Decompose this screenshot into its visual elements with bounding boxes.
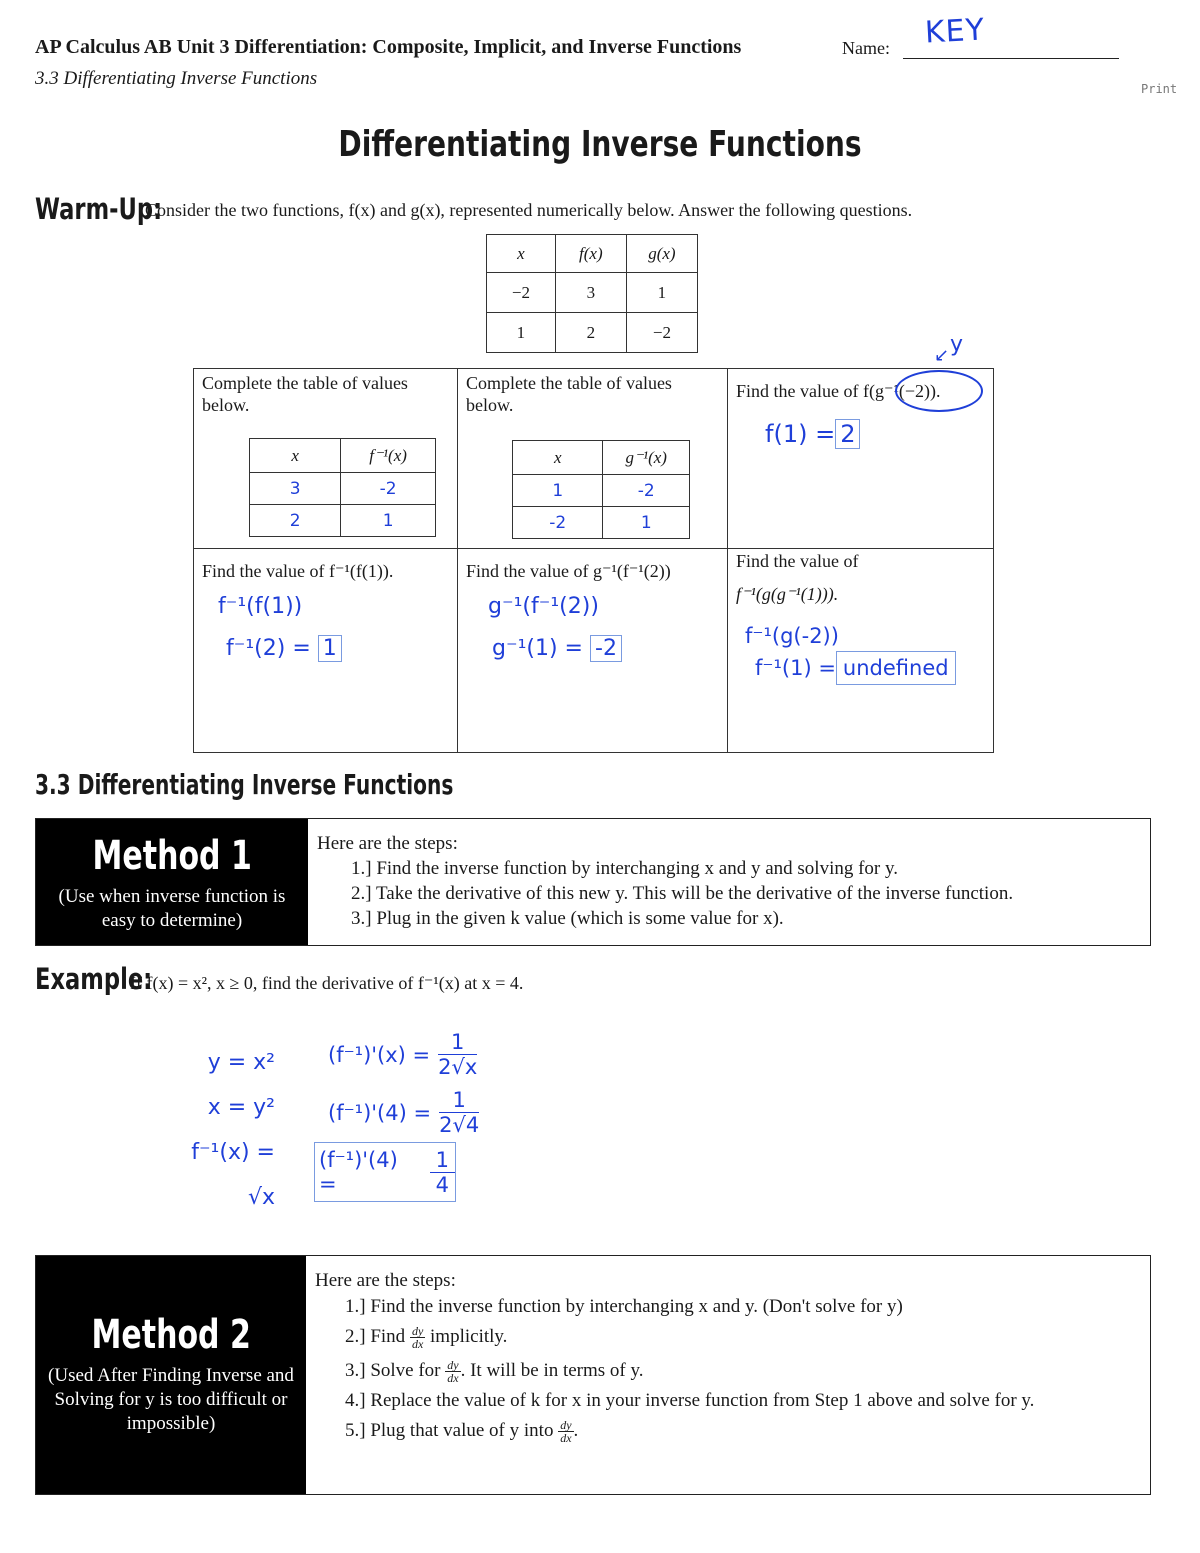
table-cell: −2 [626, 313, 697, 353]
name-value: KEY [924, 12, 986, 51]
step-item [315, 1324, 1085, 1350]
work-lhs: (f⁻¹)'(4) = [328, 1100, 432, 1125]
table-cell: 3 [250, 473, 341, 505]
work-line: y = x² [207, 1050, 275, 1075]
header-g: g(x) [626, 235, 697, 273]
circle-annotation [895, 370, 983, 412]
cell6-work2 [755, 656, 956, 680]
work-line: f⁻¹(2) = [226, 636, 311, 661]
example-text: If f(x) = x², x ≥ 0, find the derivative of f⁻¹(x) at x = 4. [130, 973, 524, 993]
frac-den: dx [560, 1431, 572, 1446]
method1-subtitle: (Use when inverse function is easy to determine) [58, 886, 286, 931]
table-cell: 1 [626, 273, 697, 313]
answer-box: undefined [836, 651, 956, 685]
header-finverse: f⁻¹(x) [341, 439, 436, 473]
work-lhs: (f⁻¹)'(4) = [319, 1148, 398, 1196]
frac-num: dy [447, 1358, 459, 1373]
frac-den: dx [411, 1337, 424, 1352]
work-line: x = y² [207, 1095, 275, 1120]
step-text: 5.] Plug that value of y into [345, 1420, 554, 1442]
method1-steps [317, 831, 1147, 931]
work-line: f⁻¹(x) = √x [191, 1140, 275, 1210]
fraction-den: 2√x [438, 1055, 478, 1079]
steps-intro: Here are the steps: [315, 1270, 456, 1291]
method1-label-panel [36, 819, 308, 945]
cell3-prompt: Find the value of f(g⁻¹(−2)). [736, 381, 941, 401]
dydx-fraction [445, 1359, 460, 1384]
dydx-fraction [558, 1419, 573, 1444]
cell4-work1: f⁻¹(f(1)) [218, 594, 303, 619]
cell6-prompt-line2: f⁻¹(g(g⁻¹(1))). [736, 584, 839, 604]
table-cell: 1 [603, 507, 690, 539]
table-cell: 2 [555, 313, 626, 353]
step-item: 1.] Find the inverse function by interchanging x and y and solving for y. [351, 858, 899, 879]
table-cell: −2 [487, 273, 556, 313]
work-line: f⁻¹(1) = [755, 656, 836, 680]
section-subtitle: 3.3 Differentiating Inverse Functions [35, 68, 318, 89]
header-ginverse: g⁻¹(x) [603, 441, 690, 475]
cell5-prompt: Find the value of g⁻¹(f⁻¹(2)) [466, 561, 671, 581]
answer-box: 2 [835, 419, 860, 449]
print-link[interactable]: Print [1141, 82, 1178, 96]
frac-num: dy [560, 1418, 572, 1433]
fraction-num: 1 [439, 1088, 479, 1113]
ginverse-table [512, 440, 690, 539]
header-x: x [513, 441, 603, 475]
frac-num: dy [411, 1324, 424, 1339]
table-cell: 1 [513, 475, 603, 507]
warmup-label: Warm-Up: [35, 192, 163, 226]
method2-subtitle: (Used After Finding Inverse and Solving for y is too difficult or impossible) [48, 1365, 294, 1434]
cell4-prompt: Find the value of f⁻¹(f(1)). [202, 561, 394, 581]
fraction-num: 1 [438, 1030, 477, 1055]
step-text: . [573, 1420, 579, 1442]
cell6-prompt-line1: Find the value of [736, 551, 859, 571]
cell5-work2 [492, 636, 622, 661]
dydx-fraction [410, 1325, 425, 1350]
answer-box: 1 [318, 635, 342, 662]
cell2-prompt: Complete the table of values below. [466, 373, 672, 415]
method2-heading: Method 2 [91, 1312, 251, 1358]
example-work-left [165, 1040, 275, 1220]
steps-intro: Here are the steps: [317, 833, 458, 854]
table-cell: -2 [513, 507, 603, 539]
header-x: x [487, 235, 556, 273]
method1-box [35, 818, 1151, 946]
annotation-y: y [950, 332, 964, 357]
step-item [315, 1418, 1085, 1444]
cell5-work1: g⁻¹(f⁻¹(2)) [488, 594, 599, 619]
table-cell: 1 [487, 313, 556, 353]
work-line: f(1) = [765, 420, 836, 448]
example-work-right-2 [328, 1088, 479, 1137]
name-label: Name: [842, 38, 890, 58]
finverse-table [249, 438, 436, 537]
header-x: x [250, 439, 341, 473]
cell3-work [765, 420, 860, 448]
arrow-icon: ↙ [934, 345, 950, 366]
cell1-prompt: Complete the table of values below. [202, 373, 408, 415]
table-cell: -2 [603, 475, 690, 507]
course-title: AP Calculus AB Unit 3 Differentiation: Composite, Implicit, and Inverse Functions [35, 36, 742, 58]
step-item: 2.] Take the derivative of this new y. This will be the derivative of the inverse function. [351, 883, 1014, 904]
frac-den: dx [447, 1371, 459, 1386]
method2-steps [315, 1268, 1085, 1444]
table-cell: 2 [250, 505, 341, 537]
fraction-den: 2√4 [439, 1113, 480, 1137]
method1-heading: Method 1 [92, 833, 252, 879]
warmup-text: Consider the two functions, f(x) and g(x), represented numerically below. Answer the following questions. [145, 200, 913, 220]
work-lhs: (f⁻¹)'(x) = [328, 1042, 431, 1067]
table-cell: -2 [341, 473, 436, 505]
fraction-den: 4 [435, 1172, 449, 1197]
step-text: implicitly. [430, 1326, 508, 1347]
step-text: . It will be in terms of y. [460, 1360, 644, 1382]
fraction-num: 1 [430, 1148, 455, 1173]
section-title: 3.3 Differentiating Inverse Functions [35, 768, 454, 801]
table-cell: 3 [555, 273, 626, 313]
step-text: 3.] Solve for [345, 1360, 441, 1382]
cell6-work1: f⁻¹(g(-2)) [745, 624, 839, 648]
work-line: g⁻¹(1) = [492, 636, 583, 661]
function-table [486, 234, 698, 353]
name-field-line [903, 58, 1119, 59]
header-f: f(x) [555, 235, 626, 273]
answer-box: -2 [590, 635, 622, 662]
step-item [315, 1358, 1085, 1384]
page-title: Differentiating Inverse Functions [338, 124, 862, 165]
example-work-right-1 [328, 1030, 477, 1079]
example-answer-box [314, 1142, 456, 1202]
table-cell: 1 [341, 505, 436, 537]
step-item: 4.] Replace the value of k for x in your inverse function from Step 1 above and solve for y. [345, 1390, 1035, 1412]
method2-label-panel [36, 1256, 306, 1494]
step-item: 1.] Find the inverse function by interchanging x and y. (Don't solve for y) [345, 1296, 903, 1317]
cell4-work2 [226, 636, 342, 661]
step-item: 3.] Plug in the given k value (which is some value for x). [351, 908, 784, 929]
method2-box [35, 1255, 1151, 1495]
step-text: 2.] Find [345, 1326, 406, 1347]
example-label: Example: [35, 962, 153, 996]
